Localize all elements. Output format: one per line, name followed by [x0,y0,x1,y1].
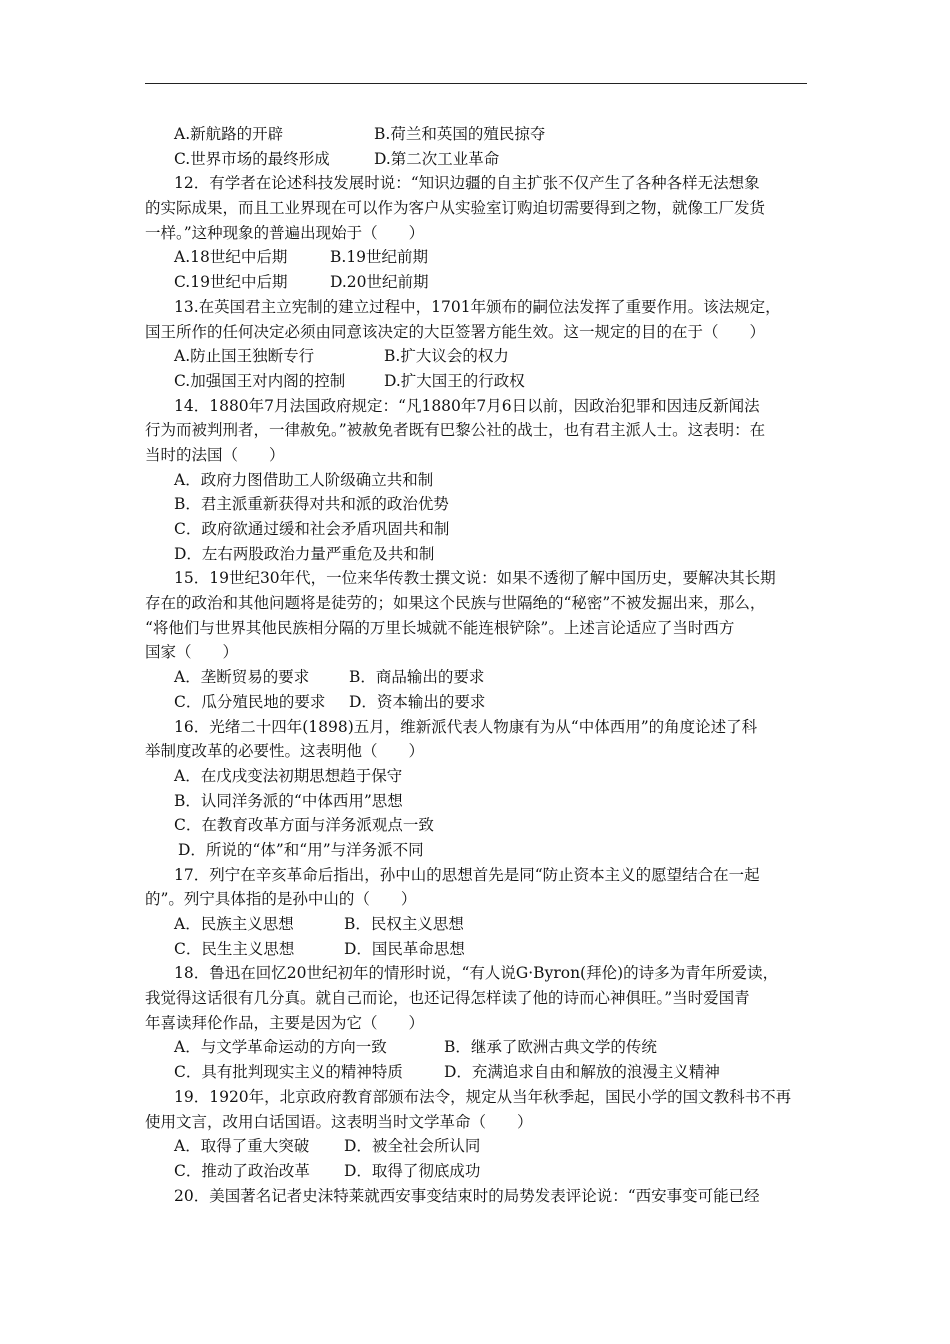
q14-option-c: C．政府欲通过缓和社会矛盾巩固共和制 [174,520,450,538]
q18-stem-line1: 18．鲁迅在回忆20世纪初年的情形时说，“有人说G·Byron(拜伦)的诗多为青年所爱读， [174,964,779,983]
q19-options-row2 [145,1159,807,1184]
q12-options-row2 [145,270,807,295]
q18-options-row1 [145,1035,807,1060]
q15-stem-line3: “将他们与世界其他民族相分隔的万里长城就不能连根铲除”。上述言论适应了当时西方 [145,618,735,637]
q18-options-row2 [145,1060,807,1085]
q18-option-d: D．充满追求自由和解放的浪漫主义精神 [444,1063,720,1082]
q11-option-c: C.世界市场的最终形成 [174,149,330,168]
q12-stem-line1: 12．有学者在论述科技发展时说：“知识边疆的自主扩张不仅产生了各种各样无法想象 [174,174,760,193]
q19-option-d-first: D．被全社会所认同 [344,1137,481,1156]
q17-option-a: A．民族主义思想 [174,915,294,933]
q12-option-a: A.18世纪中后期 [174,248,288,267]
q14-option-d: D．左右两股政治力量严重危及共和制 [174,544,435,563]
q14-stem-line1: 14．1880年7月法国政府规定：“凡1880年7月6日以前，因政治犯罪和因违反新闻法 [174,396,760,415]
q12-option-c: C.19世纪中后期 [174,273,288,292]
q13-options-row2 [145,369,807,394]
q14-stem-line2: 行为而被判刑者，一律赦免。”被赦免者既有巴黎公社的战士，也有君主派人士。这表明：在 [145,421,766,440]
q19-options-row1 [145,1134,807,1159]
q11-option-d: D.第二次工业革命 [374,149,500,168]
q16-stem-line2: 举制度改革的必要性。这表明他（ ） [145,742,425,761]
q17-option-c: C．民生主义思想 [174,939,295,958]
header-rule [145,83,807,84]
q18-stem-line3: 年喜读拜伦作品，主要是因为它（ ） [145,1013,425,1032]
q16-option-a: A．在戊戌变法初期思想趋于保守 [174,766,403,785]
q15-option-c: C．瓜分殖民地的要求 [174,692,326,711]
q16-option-c: C．在教育改革方面与洋务派观点一致 [174,816,434,835]
q16-option-d: D．所说的“体”和“用”与洋务派不同 [178,840,424,859]
q18-option-c: C．具有批判现实主义的精神特质 [174,1063,403,1082]
q13-stem-line2: 国王所作的任何决定必须由同意该决定的大臣签署方能生效。这一规定的目的在于（ ） [145,322,766,341]
q17-option-b: B．民权主义思想 [344,915,464,933]
q12-options-row1 [145,245,807,270]
q12-stem-line2: 的实际成果，而且工业界现在可以作为客户从实验室订购迫切需要得到之物，就像工厂发货 [145,199,766,218]
q15-stem-line1: 15．19世纪30年代，一位来华传教士撰文说：如果不透彻了解中国历史，要解决其长期 [174,569,776,588]
q17-options-row1 [145,912,807,937]
q18-stem-line2: 我觉得这话很有几分真。就自己而论，也还记得怎样读了他的诗而心神俱旺。”当时爱国青 [145,989,750,1008]
q13-stem-line1: 13.在英国君主立宪制的建立过程中，1701年颁布的嗣位法发挥了重要作用。该法规定， [174,297,781,316]
q12-stem-line3: 一样。”这种现象的普遍出现始于（ ） [145,223,425,242]
q13-option-b: B.扩大议会的权力 [384,347,509,366]
q18-option-a: A．与文学革命运动的方向一致 [174,1038,387,1057]
q19-option-c: C．推动了政治改革 [174,1161,310,1180]
q19-stem-line1: 19．1920年，北京政府教育部颁布法令，规定从当年秋季起，国民小学的国文教科书不再 [174,1087,792,1106]
exam-page [145,122,807,1208]
q15-option-d: D．资本输出的要求 [349,692,486,711]
q20-stem-line1: 20．美国著名记者史沫特莱就西安事变结束时的局势发表评论说：“西安事变可能已经 [174,1186,760,1205]
q13-option-a: A.防止国王独断专行 [174,347,315,366]
q15-stem-line4: 国家（ ） [145,643,239,662]
q13-option-c: C.加强国王对内阁的控制 [174,371,346,390]
q14-option-a: A．政府力图借助工人阶级确立共和制 [174,470,434,489]
q15-options-row2 [145,690,807,715]
q19-stem-line2: 使用文言，改用白话国语。这表明当时文学革命（ ） [145,1112,533,1131]
q14-option-b: B．君主派重新获得对共和派的政治优势 [174,495,449,514]
q15-option-b: B．商品输出的要求 [349,668,485,687]
q11-option-b: B.荷兰和英国的殖民掠夺 [374,125,546,143]
q17-option-d: D．国民革命思想 [344,939,465,958]
q17-stem-line2: 的”。列宁具体指的是孙中山的（ ） [145,890,417,909]
q12-option-d: D.20世纪前期 [330,273,429,292]
q15-options-row1 [145,665,807,690]
q15-option-a: A．垄断贸易的要求 [174,668,310,687]
q13-option-d: D.扩大国王的行政权 [384,371,525,390]
q19-option-d-second: D．取得了彻底成功 [344,1161,481,1180]
q18-option-b: B．继承了欧洲古典文学的传统 [444,1038,657,1057]
q16-option-b: B．认同洋务派的“中体西用”思想 [174,791,403,810]
q11-options-row2 [145,147,807,172]
q17-stem-line1: 17．列宁在辛亥革命后指出，孙中山的思想首先是同“防止资本主义的愿望结合在一起 [174,865,760,884]
q11-options-row1 [145,122,807,147]
q11-option-a: A.新航路的开辟 [174,125,284,143]
q14-stem-line3: 当时的法国（ ） [145,445,285,464]
q16-stem-line1: 16．光绪二十四年(1898)五月，维新派代表人物康有为从“中体西用”的角度论述了科 [174,717,758,736]
q15-stem-line2: 存在的政治和其他问题将是徒劳的；如果这个民族与世隔绝的“秘密”不被发掘出来，那么， [145,594,766,613]
q17-options-row2 [145,937,807,962]
q12-option-b: B.19世纪前期 [330,248,429,267]
q13-options-row1 [145,344,807,369]
q19-option-a: A．取得了重大突破 [174,1137,310,1156]
